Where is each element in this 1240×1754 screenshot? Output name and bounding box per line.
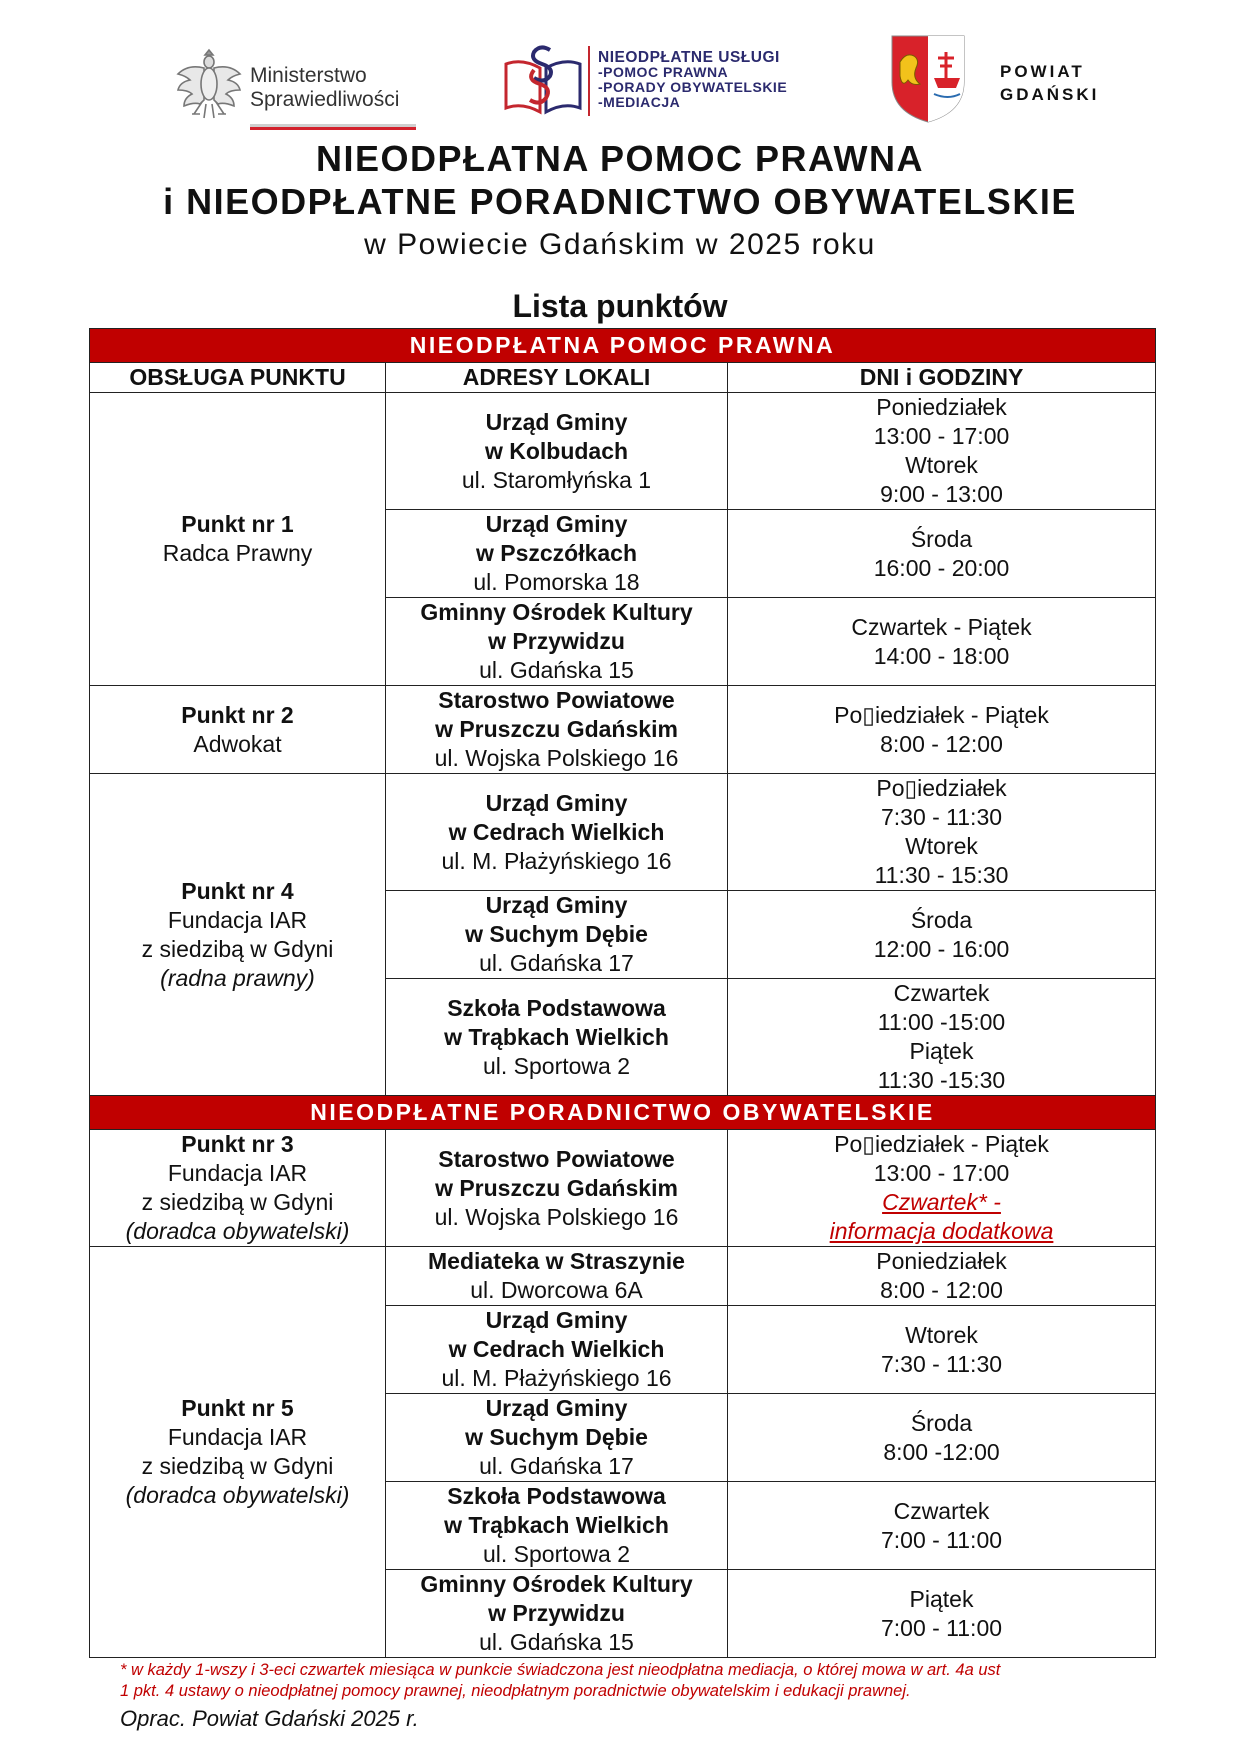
hours-cell: [728, 686, 1156, 774]
footnote: [120, 1660, 1140, 1702]
locations-table: [89, 328, 1156, 1658]
hours-line: Poniedziałek: [876, 1248, 1007, 1274]
hours-cell: [728, 1570, 1156, 1658]
table-header-row: [90, 363, 1156, 393]
logo-divider: [588, 46, 590, 116]
point-cell: [90, 1247, 386, 1658]
column-header: ADRESY LOKALI: [386, 363, 728, 393]
address-line: Gminny Ośrodek Kultury: [420, 599, 693, 625]
point-name: Punkt nr 5: [181, 1395, 294, 1421]
hours-line: 13:00 - 17:00: [873, 1160, 1010, 1186]
point-name: Punkt nr 4: [181, 877, 294, 904]
address-cell: [386, 393, 728, 510]
address-line: w Cedrach Wielkich: [448, 1336, 665, 1362]
hours-line: 8:00 -12:00: [883, 1438, 1000, 1465]
address-line: w Przywidzu: [488, 628, 625, 654]
point-cell: [90, 774, 386, 1096]
eagle-emblem-icon: [176, 42, 242, 128]
street: ul. Dworcowa 6A: [470, 1277, 643, 1303]
point-role: (doradca obywatelski): [125, 1482, 350, 1508]
ministry-logo: [176, 42, 416, 132]
nu-title: NIEODPŁATNE USŁUGI: [598, 49, 780, 66]
address-cell: [386, 891, 728, 979]
hours-cell: [728, 1394, 1156, 1482]
point-role: (doradca obywatelski): [125, 1218, 350, 1244]
address-line: w Pszczółkach: [475, 540, 638, 566]
table-row: [90, 774, 1156, 891]
address-line: Gminny Ośrodek Kultury: [420, 1571, 693, 1597]
powiat-logo: [888, 32, 1128, 132]
point-type: Radca Prawny: [162, 540, 313, 566]
address-line: Urząd Gminy: [485, 408, 628, 435]
hours-cell: [728, 1306, 1156, 1394]
table-row: [90, 686, 1156, 774]
address-cell: [386, 1482, 728, 1570]
ministry-name-line2: Sprawiedliwości: [250, 88, 400, 111]
table-row: [90, 393, 1156, 510]
address-line: w Suchym Dębie: [465, 921, 648, 947]
nu-line3: -MEDIACJA: [598, 94, 681, 110]
nu-line2: -PORADY OBYWATELSKIE: [598, 79, 788, 95]
hours-line: 16:00 - 20:00: [873, 554, 1010, 581]
nu-line1: -POMOC PRAWNA: [598, 64, 729, 80]
powiat-line2: GDAŃSKI: [1000, 85, 1100, 104]
document-title: [0, 138, 1240, 266]
address-cell: [386, 1394, 728, 1482]
address-line: w Suchym Dębie: [465, 1424, 648, 1450]
address-cell: [386, 1306, 728, 1394]
hours-cell: [728, 979, 1156, 1096]
point-cell: [90, 1130, 386, 1247]
hours-cell: [728, 1482, 1156, 1570]
address-line: w Cedrach Wielkich: [448, 818, 665, 845]
address-line: Mediateka w Straszynie: [428, 1248, 685, 1274]
address-line: w Kolbudach: [484, 437, 629, 464]
point-seat: z siedzibą w Gdyni: [141, 1453, 334, 1479]
paragraph-book-icon: [500, 40, 586, 124]
hours-line: 7:00 - 11:00: [880, 1614, 1003, 1641]
point-type: Adwokat: [193, 730, 282, 757]
hours-cell: [728, 510, 1156, 598]
address-cell: [386, 598, 728, 686]
hours-line: 7:30 - 11:30: [880, 804, 1003, 830]
address-cell: [386, 1570, 728, 1658]
hours-line: 8:00 - 12:00: [880, 730, 1003, 757]
section-title: NIEODPŁATNA POMOC PRAWNA: [90, 329, 1156, 363]
point-cell: [90, 686, 386, 774]
hours-cell: [728, 393, 1156, 510]
hours-line: Po▯iedziałek - Piątek: [834, 1131, 1049, 1157]
street: ul. Pomorska 18: [473, 569, 640, 595]
street: ul. Gdańska 17: [479, 1453, 634, 1479]
address-line: w Pruszczu Gdańskim: [435, 1174, 678, 1201]
address-cell: [386, 774, 728, 891]
hours-line: Czwartek: [893, 980, 990, 1006]
hours-line: Po▯iedziałek - Piątek: [834, 701, 1049, 728]
address-cell: [386, 1130, 728, 1247]
address-line: Szkoła Podstawowa: [447, 1483, 666, 1509]
hours-line: 9:00 - 13:00: [880, 481, 1003, 507]
footnote-line1: * w każdy 1-wszy i 3-eci czwartek miesiąca w punkcie świadczona jest nieodpłatna mediacja, o której mowa w art. 4a ust: [120, 1661, 1001, 1679]
hours-line: Wtorek: [905, 833, 978, 859]
hours-line: 7:30 - 11:30: [880, 1350, 1003, 1377]
hours-cell: [728, 598, 1156, 686]
address-line: Urząd Gminy: [485, 1395, 628, 1421]
point-name: Punkt nr 1: [181, 511, 294, 537]
street: ul. Gdańska 15: [479, 657, 634, 683]
street: ul. Gdańska 17: [479, 950, 634, 976]
address-line: Urząd Gminy: [485, 511, 628, 537]
additional-info-link[interactable]: informacja dodatkowa: [829, 1218, 1054, 1244]
hours-line: Czwartek - Piątek: [851, 613, 1032, 640]
hours-cell: [728, 1130, 1156, 1247]
title-line2: i NIEODPŁATNE PORADNICTWO OBYWATELSKIE: [163, 181, 1077, 222]
hours-cell: [728, 1247, 1156, 1306]
column-header: DNI i GODZINY: [728, 363, 1156, 393]
hours-line: 8:00 - 12:00: [880, 1277, 1003, 1303]
address-line: Starostwo Powiatowe: [438, 687, 675, 713]
ministry-flag-stripe: [250, 124, 416, 130]
street: ul. Sportowa 2: [482, 1541, 631, 1567]
street: ul. Wojska Polskiego 16: [434, 745, 679, 771]
hours-line: Piątek: [909, 1585, 974, 1612]
address-line: w Przywidzu: [488, 1600, 625, 1626]
street: ul. Staromłyńska 1: [461, 466, 652, 493]
additional-info-link[interactable]: Czwartek* -: [882, 1189, 1001, 1215]
hours-line: Wtorek: [905, 1321, 978, 1348]
point-name: Punkt nr 2: [181, 701, 294, 728]
address-cell: [386, 1247, 728, 1306]
footnote-line2: 1 pkt. 4 ustawy o nieodpłatnej pomocy prawnej, nieodpłatnym poradnictwie obywatelskim i edukacji prawnej.: [120, 1682, 911, 1700]
address-line: Starostwo Powiatowe: [438, 1145, 675, 1172]
hours-line: 13:00 - 17:00: [873, 423, 1010, 449]
hours-line: Środa: [910, 525, 973, 552]
hours-line: 7:00 - 11:00: [880, 1526, 1003, 1553]
title-line3: w Powiecie Gdańskim w 2025 roku: [364, 228, 876, 261]
powiat-line1: POWIAT: [1000, 62, 1085, 81]
free-services-logo: [500, 40, 790, 130]
hours-line: Środa: [910, 1409, 973, 1436]
point-cell: [90, 393, 386, 686]
point-seat: z siedzibą w Gdyni: [141, 1189, 334, 1215]
hours-cell: [728, 774, 1156, 891]
list-title: Lista punktów: [512, 288, 728, 324]
hours-line: Po▯iedziałek: [876, 775, 1007, 801]
coat-of-arms-icon: [888, 32, 968, 124]
street: ul. Sportowa 2: [482, 1052, 631, 1079]
address-line: w Trąbkach Wielkich: [444, 1023, 669, 1050]
street: ul. Gdańska 15: [479, 1629, 634, 1655]
hours-line: 11:30 -15:30: [877, 1067, 1006, 1093]
address-cell: [386, 510, 728, 598]
hours-line: Czwartek: [893, 1497, 990, 1524]
point-seat: z siedzibą w Gdyni: [141, 935, 334, 962]
point-org: Fundacja IAR: [167, 1424, 308, 1450]
point-org: Fundacja IAR: [167, 1160, 308, 1186]
point-org: Fundacja IAR: [167, 906, 308, 933]
hours-line: Wtorek: [905, 452, 978, 478]
table-row: [90, 1247, 1156, 1306]
address-line: Urząd Gminy: [485, 892, 628, 918]
section-header-legal-aid: [90, 329, 1156, 363]
hours-line: Poniedziałek: [876, 394, 1007, 420]
hours-line: 11:00 -15:00: [877, 1009, 1006, 1035]
title-line1: NIEODPŁATNA POMOC PRAWNA: [316, 138, 924, 179]
hours-cell: [728, 891, 1156, 979]
address-cell: [386, 979, 728, 1096]
section-header-civic-advice: [90, 1096, 1156, 1130]
street: ul. Wojska Polskiego 16: [434, 1203, 679, 1230]
prepared-by: Oprac. Powiat Gdański 2025 r.: [120, 1706, 419, 1731]
hours-line: 11:30 - 15:30: [874, 862, 1009, 888]
point-name: Punkt nr 3: [181, 1131, 294, 1157]
address-line: w Pruszczu Gdańskim: [435, 716, 678, 742]
hours-line: 12:00 - 16:00: [873, 935, 1010, 962]
street: ul. M. Płażyńskiego 16: [441, 1365, 672, 1391]
address-cell: [386, 686, 728, 774]
section-title: NIEODPŁATNE PORADNICTWO OBYWATELSKIE: [90, 1096, 1156, 1130]
address-line: w Trąbkach Wielkich: [444, 1512, 669, 1538]
column-header: OBSŁUGA PUNKTU: [90, 363, 386, 393]
address-line: Urząd Gminy: [485, 1307, 628, 1333]
table-row: [90, 1130, 1156, 1247]
point-role: (radna prawny): [160, 964, 315, 991]
hours-line: Piątek: [909, 1038, 974, 1064]
address-line: Szkoła Podstawowa: [447, 994, 666, 1021]
header-logos: [0, 28, 1240, 128]
address-line: Urząd Gminy: [485, 789, 628, 816]
street: ul. M. Płażyńskiego 16: [441, 847, 672, 874]
ministry-name-line1: Ministerstwo: [250, 64, 367, 87]
hours-line: Środa: [910, 906, 973, 933]
hours-line: 14:00 - 18:00: [873, 642, 1010, 669]
